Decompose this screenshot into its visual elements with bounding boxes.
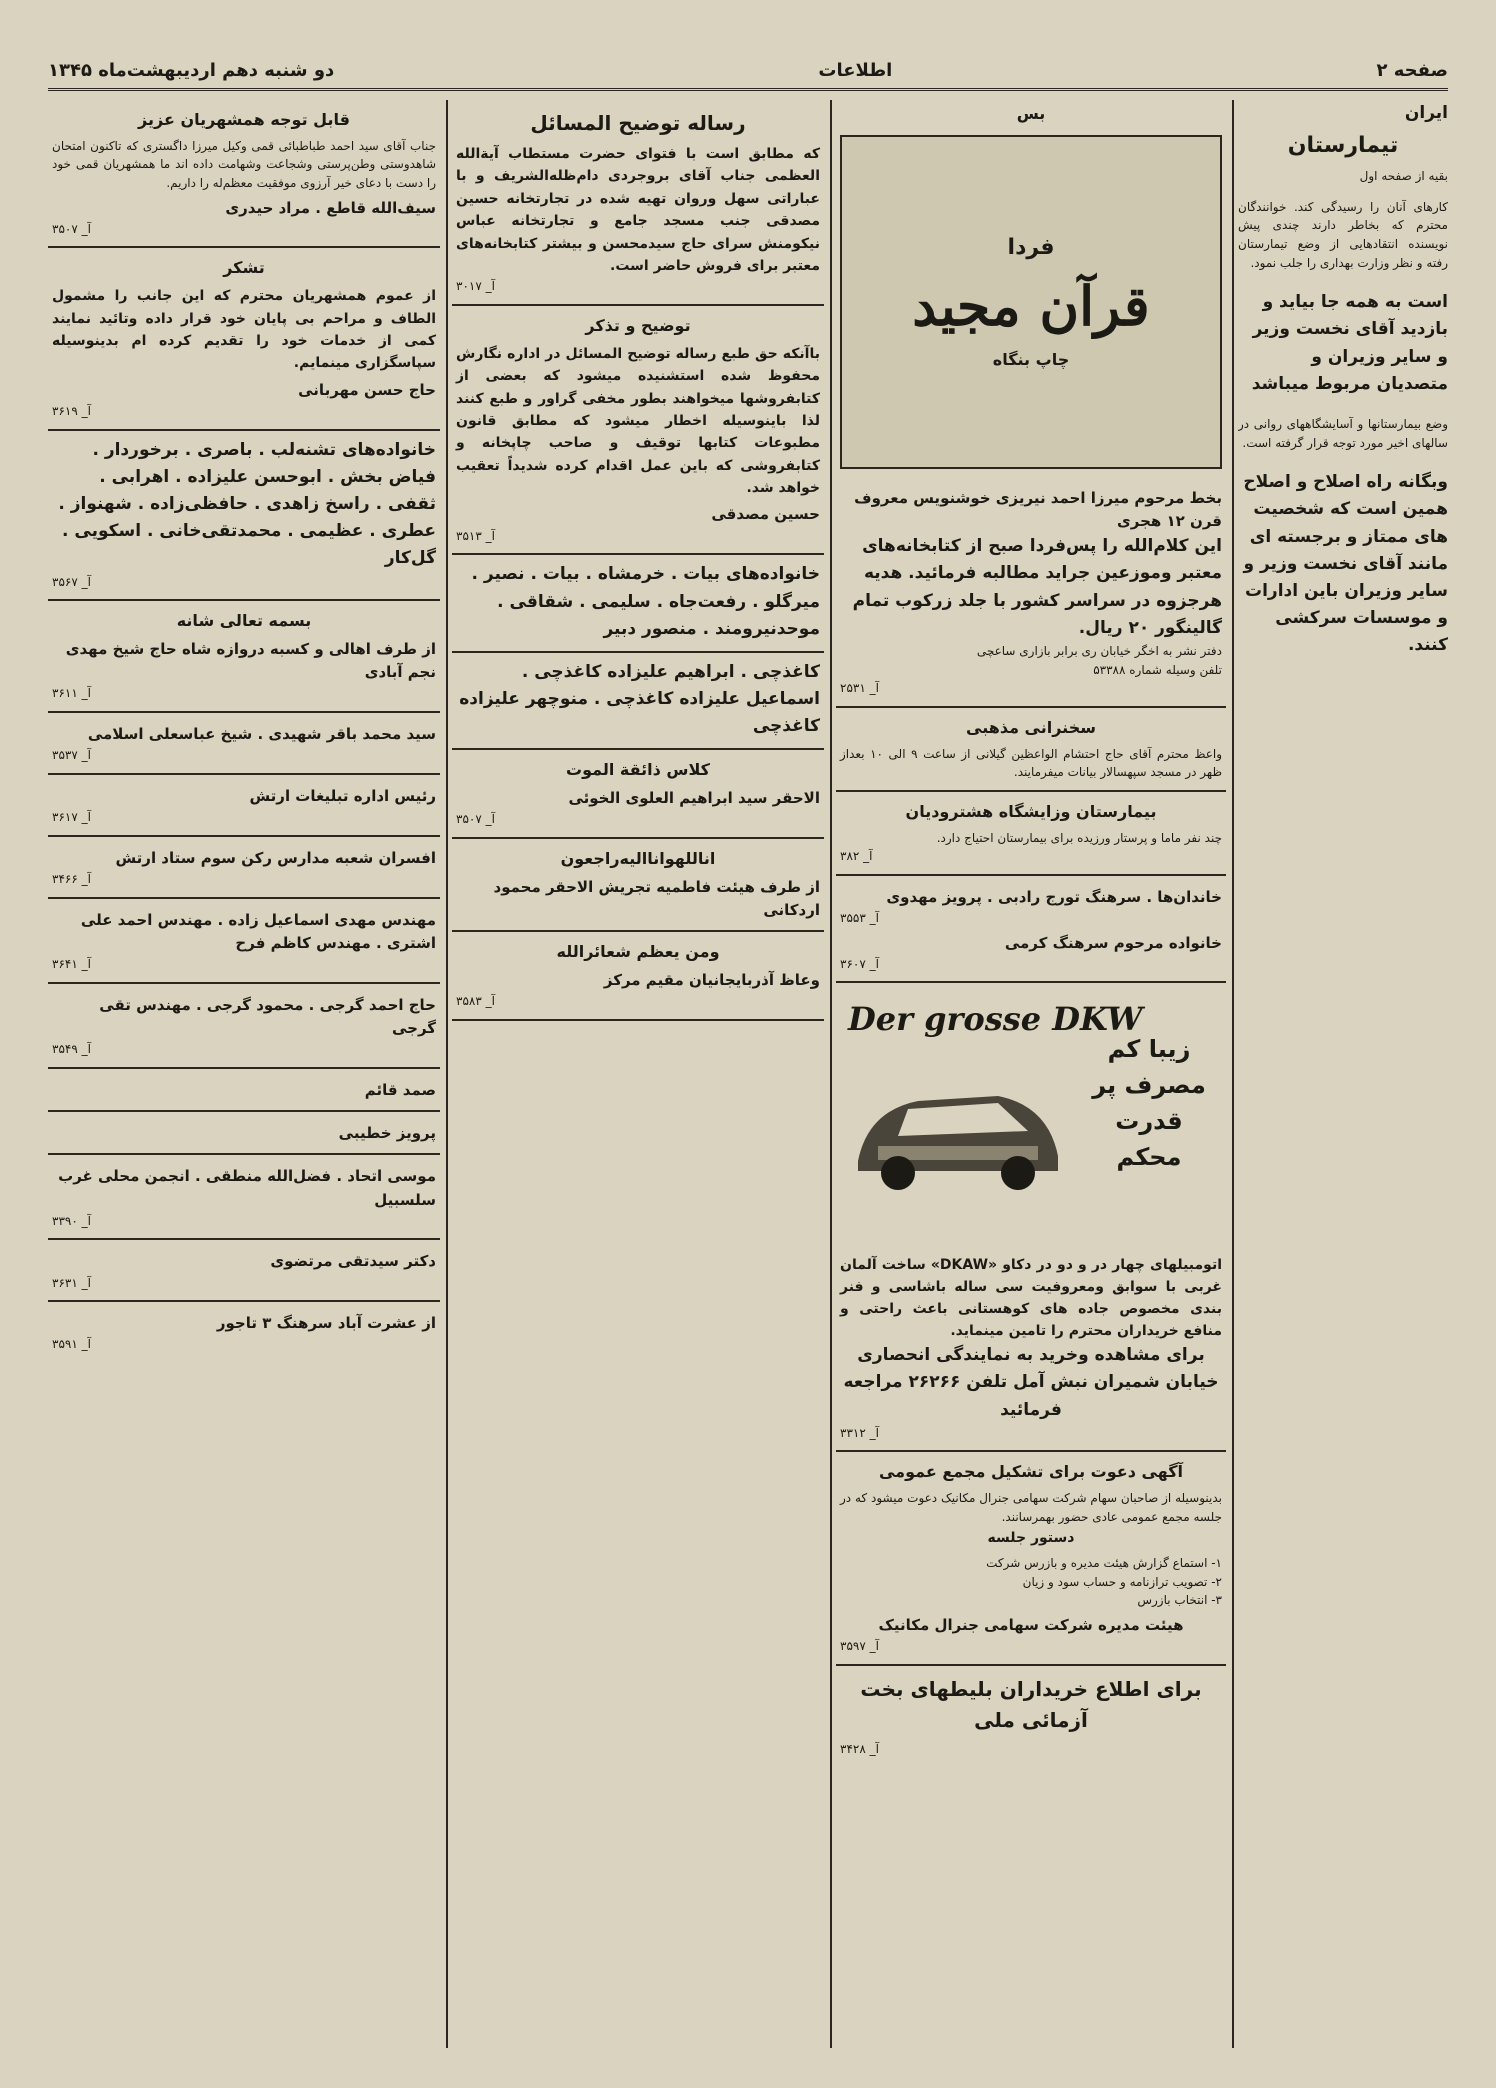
dkw-slogan: زیبا کم مصرف پر قدرت محکم xyxy=(1092,1035,1206,1172)
meeting-body: بدینوسیله از صاحبان سهام شرکت سهامی جنرال مکانیک دعوت میشود که در جلسه مجمع عمومی عادی حضور بهمرسانند. xyxy=(840,1491,1222,1524)
dkw-cta: برای مشاهده وخرید به نمایندگی انحصاری خیابان شمیران نبش آمل تلفن ۲۶۲۶۶ مراجعه فرمائید xyxy=(843,1345,1219,1420)
announcement-sign: سید محمد باقر شهیدی . شیخ عباسعلی اسلامی xyxy=(87,725,436,744)
announcement-7 xyxy=(48,837,440,899)
ad-code: آ_ ۳۶۰۷ xyxy=(840,956,879,971)
paper-name: اطلاعات xyxy=(818,59,893,81)
ad-code: آ_ ۳۴۶۶ xyxy=(52,871,91,886)
article-body: کارهای آنان را رسیدگی کند. خوانندگان محترم که بخاطر دارند چندی پیش نویسنده انتقادهایی از وضع تیمارستان رفته و نظر وزارت بهداری را جلب نمود. xyxy=(1238,199,1448,270)
family-names-2: کاغذچی . ابراهیم علیزاده کاغذچی . اسماعیل علیزاده کاغذچی . منوچهر علیزاده کاغذچی xyxy=(459,661,820,737)
hospital-body: چند نفر ماما و پرستار ورزیده برای بیمارستان احتیاج دارد. xyxy=(936,830,1222,845)
ad-code: آ_ ۳۵۳۷ xyxy=(52,748,91,763)
announcement-sign: موسی اتحاد . فضل‌الله منطقی . انجمن محلی غرب سلسبیل xyxy=(58,1167,436,1209)
page-number: صفحه ۲ xyxy=(1376,59,1448,81)
column-ads xyxy=(836,100,1226,2048)
dkw-body: اتومبیلهای چهار در و دو در دکاو «DKAW» ساخت آلمان غربی با سوابق ومعروفیت سی ساله باشاسی و فنر بندی مخصوص جاده های کوهستانی باعث راحتی و منافع خریداران محترم را تامین مینماید. xyxy=(840,1257,1223,1339)
lottery-title: برای اطلاع خریداران بلیطهای بخت آزمائی ملی xyxy=(860,1676,1202,1732)
section-label: ایران xyxy=(1404,103,1448,123)
page-header xyxy=(48,52,1448,91)
announcement-sign: رئیس اداره تبلیغات ارتش xyxy=(249,786,436,805)
speech-body: واعظ محترم آقای حاج احتشام الواعظین گیلانی از ساعت ۹ الی ۱۰ بعداز ظهر در مسجد سپهسالار بیانات میفرمایند. xyxy=(840,746,1222,780)
ad-code: آ_ ۳۵۰۷ xyxy=(456,812,495,827)
ad-code: آ_ ۳۵۵۳ xyxy=(840,911,879,926)
quran-notice: این کلام‌الله را پس‌فردا صبح از کتابخانه‌های معتبر وموزعین جراید مطالبه فرمائید. هدیه هرجزوه در سراسر کشور با جلد زرکوب تمام گالینگور ۲۰ ریال. xyxy=(852,536,1222,638)
hospital-title: بیمارستان وزایشگاه هشترودیان xyxy=(905,801,1157,821)
quran-ad-top: فردا xyxy=(1007,234,1055,260)
ad-code: آ_ ۳۳۱۲ xyxy=(840,1425,879,1440)
speech-ad xyxy=(836,708,1226,792)
announcement-sign: صمد قائم xyxy=(364,1080,436,1099)
family-names: خاندان‌ها . سرهنگ تورج رادبی . پرویز مهدوی xyxy=(886,887,1222,906)
issue-date: دو شنبه دهم اردیبهشت‌ماه ۱۳۴۵ xyxy=(48,59,335,81)
column-rule xyxy=(830,100,832,2048)
quran-ad-title: قرآن مجید xyxy=(912,273,1150,338)
column-rule xyxy=(446,100,448,2048)
announcement-body: جناب آقای سید احمد طباطبائی قمی وکیل میرزا داگستری که تاکنون امتحان شاهدوستی وطن‌پرستی وشجاعت وشهامت داده اند ما همشهریان قمی خود را دست با دعای خیر آرزوی موفقیت معظم‌له را داریم. xyxy=(52,138,436,190)
quran-ad-sub: چاپ بنگاه xyxy=(992,350,1070,370)
announcement-sign: از طرف اهالی و کسبه دروازه شاه حاج شیخ مهدی نجم آبادی xyxy=(65,639,436,682)
announcement-body: از عموم همشهریان محترم که این جانب را مشمول الطاف و مراحم بی پایان خود قرار داده وتائید نمایند کمی از خدمات خود را تقدیم کرده ام بدینوسیله سپاسگزاری مینمایم. xyxy=(52,288,436,372)
speech-title: سخنرانی مذهبی xyxy=(966,717,1096,737)
shaar-sign: وعاظ آذربایجانیان مقیم مرکز xyxy=(603,971,820,990)
shaar-ad xyxy=(452,932,824,1021)
dkw-car-ad xyxy=(840,991,1222,1241)
agenda-item: ۳- انتخاب بازرس xyxy=(1137,1593,1222,1608)
ad-code: آ_ ۳۵۴۹ xyxy=(52,1042,91,1057)
announcement-title: تشکر xyxy=(223,258,265,278)
announcement-14 xyxy=(48,1302,440,1362)
announcement-sign: سیف‌الله قاطع . مراد حیدری xyxy=(225,198,436,217)
announcement-sign: از عشرت آباد سرهنگ ۳ تاجور xyxy=(216,1314,436,1333)
notice-body: باآنکه حق طبع رساله توضیح المسائل در اداره نگارش محفوظ شده استشنیده میشود که بعضی از کتابفروشها میخواهند بطور مخفی گراور و طبع کنند لذا باینوسیله اخطار میشود که مطابق قانون مطبوعات کتابها توقیف و صاحب چاپخانه و کتابفروشی که باین عمل اقدام کرده شدیداً تعقیب خواهد شد. xyxy=(456,345,820,497)
announcement-sign: مهندس مهدی اسماعیل زاده . مهندس احمد علی اشتری . مهندس کاظم فرح xyxy=(80,910,436,952)
announcement-title: قابل توجه همشهریان عزیز xyxy=(138,110,350,129)
shaar-title: ومن یعظم شعائرالله xyxy=(556,942,720,962)
column-notices xyxy=(452,100,824,2048)
announcement-8 xyxy=(48,899,440,984)
family-names-2: خانواده مرحوم سرهنگ کرمی xyxy=(1004,933,1222,952)
ad-code: آ_ ۳۶۱۱ xyxy=(52,686,91,701)
quran-ad-image xyxy=(840,135,1222,469)
agenda-title: دستور جلسه xyxy=(987,1530,1075,1547)
inna-ad xyxy=(452,839,824,932)
lottery-ad xyxy=(836,1666,1226,1767)
quran-address: دفتر نشر به اخگر خیابان ری برابر بازاری ساعچی xyxy=(976,644,1222,659)
ad-code: آ_ ۳۸۲ xyxy=(840,849,873,864)
column-rule xyxy=(1232,100,1234,2048)
article-highlight-2: وبگانه راه اصلاح و اصلاح همین است که شخصیت های ممتاز و برجسته ای مانند آقای نخست وزیر و سایر وزیران باین ادارات و موسسات سرکشی کنند. xyxy=(1243,472,1448,656)
agenda-item: ۲- تصویب ترازنامه و حساب سود و زیان xyxy=(1022,1574,1222,1589)
meeting-title: آگهی دعوت برای تشکیل مجمع عمومی xyxy=(878,1462,1184,1482)
car-illustration xyxy=(848,1051,1068,1201)
condolence-1 xyxy=(452,555,824,653)
ad-code: آ_ ۳۶۴۱ xyxy=(52,957,91,972)
family-names: خانواده‌های تشنه‌لب . باصری . برخوردار . فیاض بخش . ابوحسن علیزاده . اهرابی . ثقفی . راسخ زاهدی . حافظی‌زاده . شهنواز . عطری . عظیمی . محمدتقی‌خانی . اسکویی . گل‌کار xyxy=(58,439,436,569)
quran-ad-text xyxy=(836,477,1226,708)
article-body-2: وضع بیمارستانها و آسایشگاههای روانی در سالهای اخیر مورد توجه قرار گرفته است. xyxy=(1238,417,1448,450)
risala-title: رساله توضیح المسائل xyxy=(530,111,746,135)
ad-code: آ_ ۳۶۱۷ xyxy=(52,810,91,825)
ad-code: آ_ ۳۵۱۳ xyxy=(456,528,495,543)
kalas-sign: الاحقر سید ابراهیم العلوی الخوئی xyxy=(568,789,820,808)
article-highlight: است به همه جا بیاید و بازدید آقای نخست وزیر و سایر وزیران و متصدیان مربوط میباشد xyxy=(1251,292,1448,394)
dkw-brand: Der grosse DKW xyxy=(848,1000,1143,1039)
announcement-sign: دکتر سیدتقی مرتضوی xyxy=(270,1252,436,1271)
announcement-4 xyxy=(48,601,440,713)
ad-code: آ_ ۳۴۲۸ xyxy=(840,1741,879,1756)
announcement-6 xyxy=(48,775,440,837)
announcement-3 xyxy=(48,431,440,602)
announcement-2 xyxy=(48,248,440,430)
agenda-item: ۱- استماع گزارش هیئت مدیره و بازرس شرکت xyxy=(986,1556,1222,1571)
announcement-1 xyxy=(48,100,440,248)
ad-code: آ_ ۳۵۹۱ xyxy=(52,1337,91,1352)
announcement-5 xyxy=(48,713,440,775)
ad-code: آ_ ۳۵۶۷ xyxy=(52,574,91,589)
announcement-sign: افسران شعبه مدارس رکن سوم ستاد ارتش xyxy=(115,848,436,867)
ad-code: آ_ ۳۵۸۳ xyxy=(456,994,495,1009)
quran-tel: تلفن وسیله شماره ۵۳۳۸۸ xyxy=(1093,662,1222,677)
notice-ad xyxy=(452,306,824,555)
quran-caption: بخط مرحوم میرزا احمد نیریزی خوشنویس معروف قرن ۱۲ هجری xyxy=(854,488,1222,531)
risala-body: که مطابق است با فتوای حضرت مستطاب آیة‌الله العظمی جناب آقای بروجردی دام‌ظله‌الشریف و با عباراتی سهل وروان تهیه شده در تجارتخانه حسین مصدقی جنب مسجد جامع و تجارتخانه عباس نیکومنش سرای حاج سیدمحسن و بیشتر کتابخانه‌های معتبر برای فروش حاضر است. xyxy=(456,146,820,274)
risala-ad xyxy=(452,100,824,306)
meeting-ad xyxy=(836,1452,1226,1665)
article-subtitle: بقیه از صفحه اول xyxy=(1359,169,1448,184)
condolence-2 xyxy=(452,653,824,751)
kalas-ad xyxy=(452,750,824,839)
ad-code: آ_ ۳۵۹۷ xyxy=(840,1639,879,1654)
ad-code: آ_ ۳۵۰۷ xyxy=(52,221,91,236)
notice-sign: حسین مصدقی xyxy=(711,505,820,524)
announcement-sign: حاج حسن مهربانی xyxy=(298,380,436,399)
kalas-title: کلاس ذائقة الموت xyxy=(566,760,710,780)
dkw-text xyxy=(836,1249,1226,1452)
family-ad xyxy=(836,876,1226,984)
announcement-sign: حاج احمد گرجی . محمود گرجی . مهندس تقی گرجی xyxy=(99,995,436,1037)
inna-title: اناللهوانااليه‌راجعون xyxy=(560,849,716,869)
inna-sign: از طرف هیئت فاطمیه تجریش الاحقر محمود اردکانی xyxy=(493,877,820,920)
ad-label: بس xyxy=(1016,104,1046,123)
column-announcements xyxy=(48,100,440,2048)
notice-title: توضیح و تذکر xyxy=(585,315,691,335)
announcement-sign: پرویز خطیبی xyxy=(338,1124,436,1143)
meeting-sign: هیئت مدیره شرکت سهامی جنرال مکانیک xyxy=(878,1615,1184,1634)
ad-code: آ_ ۳۶۱۹ xyxy=(52,404,91,419)
ad-code: آ_ ۳۰۱۷ xyxy=(456,279,495,294)
ad-code: آ_ ۲۵۳۱ xyxy=(840,681,879,696)
article-title: تیمارستان xyxy=(1287,133,1399,159)
announcement-9 xyxy=(48,984,440,1069)
ad-code: آ_ ۳۶۳۱ xyxy=(52,1275,91,1290)
announcement-title: بسمه تعالی شانه xyxy=(176,611,312,631)
announcement-11 xyxy=(48,1112,440,1155)
announcement-10 xyxy=(48,1069,440,1112)
announcement-13 xyxy=(48,1240,440,1302)
column-iran xyxy=(1238,100,1448,2048)
family-names: خانواده‌های بیات . خرمشاه . بیات . نصیر . میرگلو . رفعت‌جاه . سلیمی . شقاقی . موحدنیرومند . منصور دبیر xyxy=(471,564,820,639)
hospital-ad xyxy=(836,792,1226,876)
ad-code: آ_ ۳۳۹۰ xyxy=(52,1213,91,1228)
announcement-12 xyxy=(48,1155,440,1240)
